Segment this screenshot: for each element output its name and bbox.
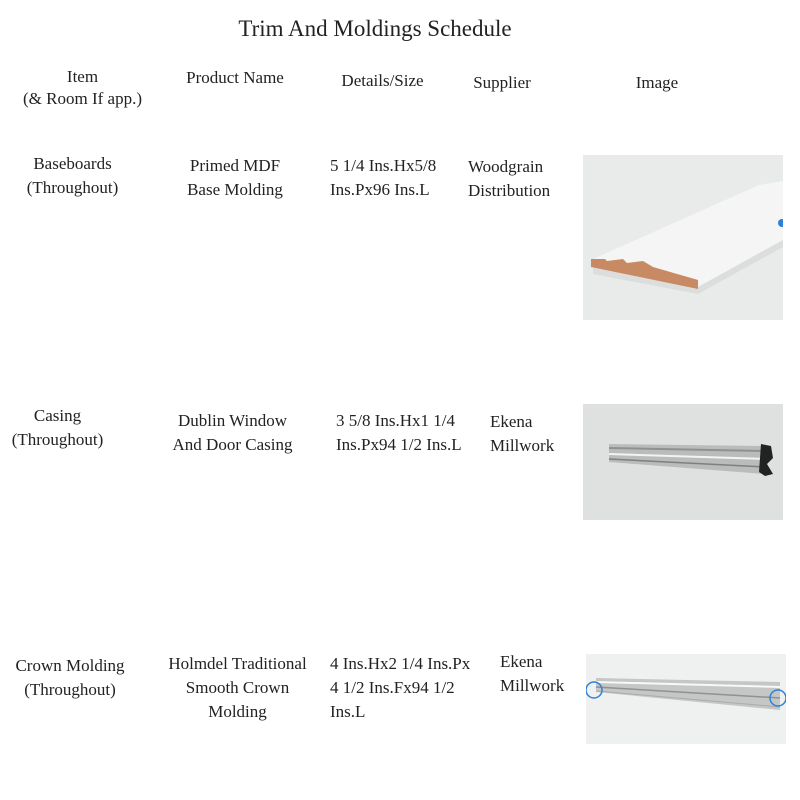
page-title: Trim And Moldings Schedule bbox=[238, 16, 512, 41]
header-supplier: Supplier bbox=[473, 73, 531, 92]
row2-product: Dublin Window And Door Casing bbox=[172, 411, 293, 454]
row1-supplier: Woodgrain Distribution bbox=[468, 157, 551, 200]
header-details: Details/Size bbox=[341, 71, 424, 90]
row1-item: Baseboards (Throughout) bbox=[26, 154, 119, 197]
casing-image bbox=[583, 404, 783, 520]
row2-supplier: Ekena Millwork bbox=[490, 412, 555, 455]
row1-product: Primed MDF Base Molding bbox=[187, 156, 283, 199]
row2-item: Casing (Throughout) bbox=[11, 406, 104, 449]
crown-image bbox=[586, 654, 786, 744]
baseboard-image bbox=[583, 155, 783, 320]
row3-supplier: Ekena Millwork bbox=[500, 652, 565, 695]
row1-details: 5 1/4 Ins.Hx5/8 Ins.Px96 Ins.L bbox=[330, 156, 437, 199]
header-image: Image bbox=[635, 73, 679, 92]
row2-details: 3 5/8 Ins.Hx1 1/4 Ins.Px94 1/2 Ins.L bbox=[336, 411, 462, 454]
row3-details: 4 Ins.Hx2 1/4 Ins.Px 4 1/2 Ins.Fx94 1/2 Ins.L bbox=[330, 654, 471, 721]
row3-item: Crown Molding (Throughout) bbox=[15, 656, 125, 699]
row3-product: Holmdel Traditional Smooth Crown Molding bbox=[168, 654, 307, 721]
header-product: Product Name bbox=[186, 68, 284, 87]
header-item: Item (& Room If app.) bbox=[23, 67, 142, 108]
